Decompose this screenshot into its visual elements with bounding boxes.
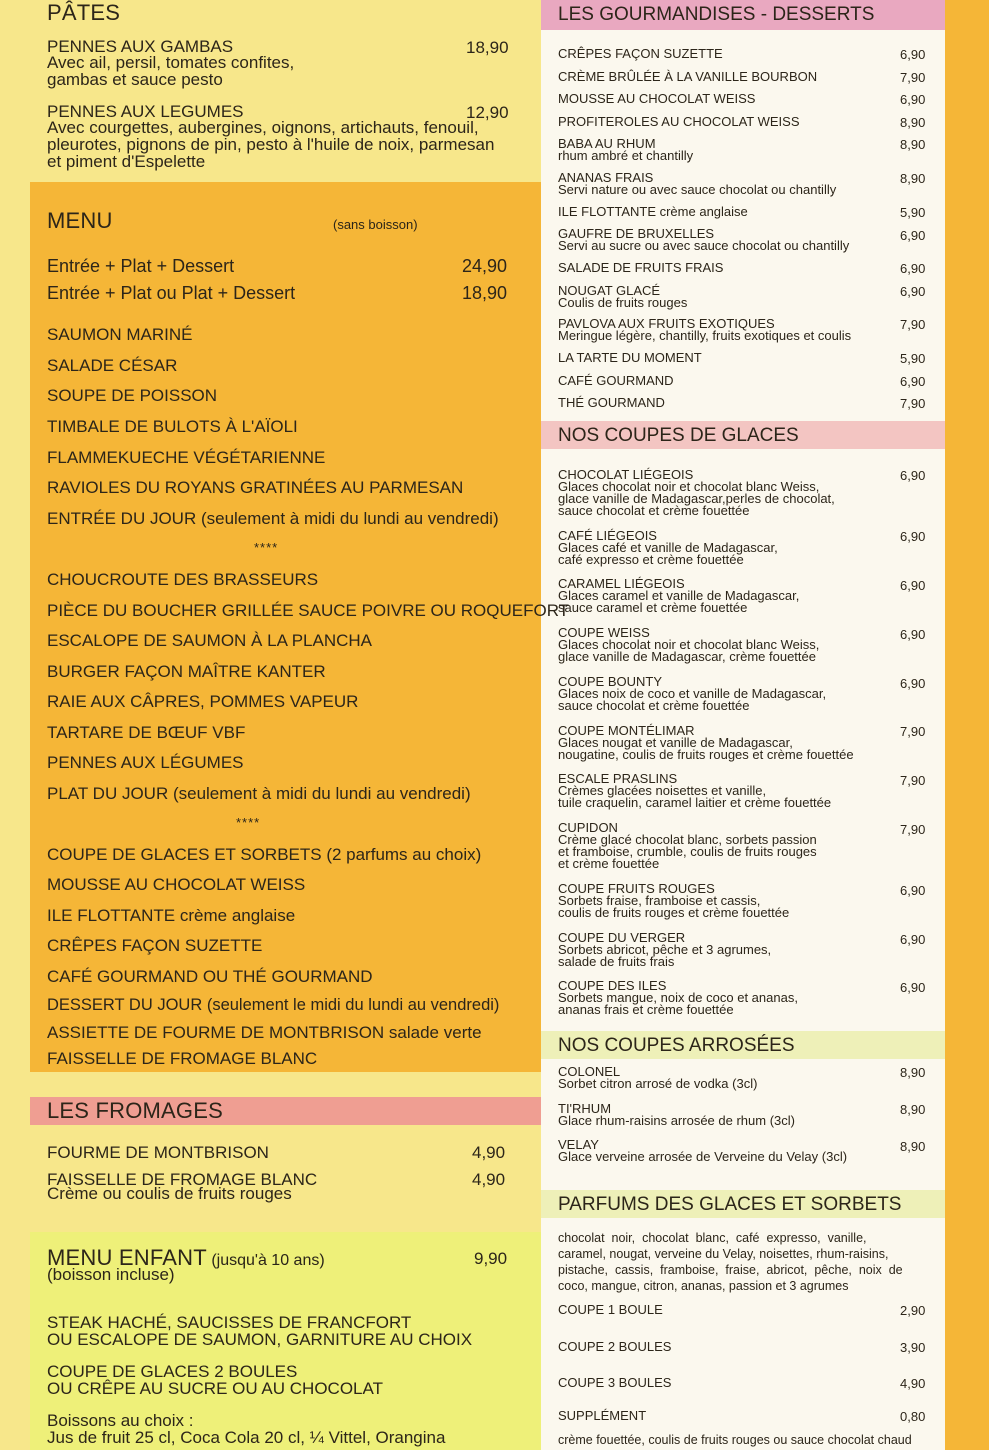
fromage-item-name: FAISSELLE DE FROMAGE BLANC [47,1170,318,1189]
fromage-item-name: FOURME DE MONTBRISON [47,1143,269,1162]
parfum-price: 2,90 [900,1303,926,1318]
coupe-desc: glace vanille de Madagascar,perles de chocolat, [558,491,835,506]
dessert-name: PROFITEROLES AU CHOCOLAT WEISS [558,114,800,129]
coupe-name: ESCALE PRASLINS [558,771,678,786]
coupe-name: COUPE BOUNTY [558,674,663,689]
menu-entree: SAUMON MARINÉ [47,325,193,344]
arrosee-desc: Glace verveine arrosée de Verveine du Velay (3cl) [558,1149,848,1164]
coupe-price: 6,90 [900,676,926,691]
enfant-sub: (boisson incluse) [47,1265,175,1284]
coupe-desc: Crème glacé chocolat blanc, sorbets passion [558,832,817,847]
dessert-price: 6,90 [900,374,926,389]
coupe-name: CUPIDON [558,820,618,835]
coupe-desc: Crèmes glacées noisettes et vanille, [558,783,767,798]
arrosee-name: VELAY [558,1137,599,1152]
menu-plat: ESCALOPE DE SAUMON À LA PLANCHA [47,631,372,650]
menu-formula-1-price: 24,90 [462,256,508,276]
dessert-name: LA TARTE DU MOMENT [558,350,702,365]
coupe-desc: ananas frais et crème fouettée [558,1002,734,1017]
dessert-price: 5,90 [900,205,926,220]
coupe-desc: Sorbets mangue, noix de coco et ananas, [558,990,798,1005]
coupe-name: CAFÉ LIÉGEOIS [558,528,657,543]
coupe-price: 6,90 [900,932,926,947]
enfant-line: OU CRÊPE AU SUCRE OU AU CHOCOLAT [47,1379,383,1398]
arrosee-desc: Sorbet citron arrosé de vodka (3cl) [558,1076,758,1091]
dessert-name: MOUSSE AU CHOCOLAT WEISS [558,91,756,106]
dessert-price: 7,90 [900,70,926,85]
dessert-price: 7,90 [900,317,926,332]
menu-dessert: MOUSSE AU CHOCOLAT WEISS [47,875,306,894]
desserts-title: LES GOURMANDISES - DESSERTS [558,4,875,25]
coupe-desc: café expresso et crème fouettée [558,552,744,567]
coupe-name: COUPE MONTÉLIMAR [558,723,695,738]
pates-item-1-desc: gambas et sauce pesto [47,70,223,89]
coupe-name: COUPE WEISS [558,625,650,640]
menu-entree: FLAMMEKUECHE VÉGÉTARIENNE [47,448,326,467]
dessert-price: 8,90 [900,171,926,186]
coupe-desc: Glaces nougat et vanille de Madagascar, [558,735,793,750]
menu-dessert: CAFÉ GOURMAND OU THÉ GOURMAND [47,967,373,986]
enfant-line: Boissons au choix : [47,1411,194,1430]
menu-formula-2: Entrée + Plat ou Plat + Dessert [47,283,296,303]
dessert-name: THÉ GOURMAND [558,395,665,410]
menu-plat: BURGER FAÇON MAÎTRE KANTER [47,662,326,681]
coupes-title: NOS COUPES DE GLACES [558,425,799,446]
pates-item-1-price: 18,90 [466,38,509,57]
menu-plat: TARTARE DE BŒUF VBF [47,723,246,742]
menu-plat: PIÈCE DU BOUCHER GRILLÉE SAUCE POIVRE OU ROQUEFORT [47,601,570,620]
coupe-name: COUPE DES ILES [558,978,667,993]
pates-item-1-name: PENNES AUX GAMBAS [47,37,234,56]
dessert-price: 7,90 [900,396,926,411]
menu-formula-1: Entrée + Plat + Dessert [47,256,235,276]
coupe-desc: nougatine, coulis de fruits rouges et crème fouettée [558,747,854,762]
menu-dessert: ASSIETTE DE FOURME DE MONTBRISON salade verte [47,1023,482,1042]
supplement-desc: crème fouettée, coulis de fruits rouges ou sauce chocolat chaud [558,1433,912,1447]
coupe-price: 6,90 [900,529,926,544]
coupe-name: COUPE DU VERGER [558,930,686,945]
menu-dessert: DESSERT DU JOUR (seulement le midi du lundi au vendredi) [47,996,500,1014]
left-pale-edge [0,182,30,1450]
parfum-price: 0,80 [900,1409,926,1424]
coupe-desc: Glaces café et vanille de Madagascar, [558,540,778,555]
menu-entree: SOUPE DE POISSON [47,386,218,405]
dessert-desc: Meringue légère, chantilly, fruits exotiques et coulis [558,328,852,343]
dessert-price: 8,90 [900,115,926,130]
menu-title: MENU [47,208,113,233]
menu-plat: RAIE AUX CÂPRES, POMMES VAPEUR [47,692,359,711]
parfum-price-name: COUPE 1 BOULE [558,1302,663,1317]
coupe-desc: coulis de fruits rouges et crème fouettée [558,905,790,920]
fromage-item-desc: Crème ou coulis de fruits rouges [47,1184,292,1203]
coupe-desc: Sorbets fraise, framboise et cassis, [558,893,761,908]
arrosee-price: 8,90 [900,1139,926,1154]
parfums-line: caramel, nougat, verveine du Velay, noisettes, rhum-raisins, [558,1247,889,1261]
coupe-desc: sauce chocolat et crème fouettée [558,503,750,518]
parfums-line: pistache, cassis, framboise, fraise, abricot, pêche, noix de [558,1263,903,1277]
coupe-name: CARAMEL LIÉGEOIS [558,576,685,591]
menu-separator: **** [254,540,279,555]
dessert-name: ILE FLOTTANTE crème anglaise [558,204,748,219]
coupe-price: 7,90 [900,773,926,788]
dessert-price: 6,90 [900,261,926,276]
dessert-name: NOUGAT GLACÉ [558,283,661,298]
enfant-title: MENU ENFANT [47,1245,207,1270]
arrosee-price: 8,90 [900,1065,926,1080]
parfum-price: 4,90 [900,1376,926,1391]
enfant-line: Jus de fruit 25 cl, Coca Cola 20 cl, ¼ Vittel, Orangina [47,1428,446,1447]
right-orange-edge [945,0,989,1450]
coupe-desc: sauce chocolat et crème fouettée [558,698,750,713]
dessert-price: 6,90 [900,228,926,243]
dessert-price: 6,90 [900,92,926,107]
pates-item-2-desc: Avec courgettes, aubergines, oignons, artichauts, fenouil, [47,118,479,137]
dessert-price: 6,90 [900,47,926,62]
pates-item-2-desc: pleurotes, pignons de pin, pesto à l'huile de noix, parmesan [47,135,495,154]
dessert-desc: Servi nature ou avec sauce chocolat ou chantilly [558,182,837,197]
fromage-item-price: 4,90 [472,1170,506,1189]
arrosee-desc: Glace rhum-raisins arrosée de rhum (3cl) [558,1113,795,1128]
parfum-price-name: SUPPLÉMENT [558,1408,647,1423]
coupe-desc: et framboise, crumble, coulis de fruits rouges [558,844,817,859]
menu-plat: PLAT DU JOUR (seulement à midi du lundi au vendredi) [47,784,471,803]
menu-dessert: ILE FLOTTANTE crème anglaise [47,906,296,925]
menu-dessert: CRÊPES FAÇON SUZETTE [47,936,263,955]
coupe-desc: Glaces noix de coco et vanille de Madagascar, [558,686,827,701]
menu-entree: SALADE CÉSAR [47,356,178,375]
arrosee-name: COLONEL [558,1064,621,1079]
dessert-name: CRÊPES FAÇON SUZETTE [558,46,723,61]
fromage-item-price: 4,90 [472,1143,506,1162]
dessert-desc: rhum ambré et chantilly [558,148,694,163]
dessert-price: 8,90 [900,137,926,152]
menu-entree: RAVIOLES DU ROYANS GRATINÉES AU PARMESAN [47,478,464,497]
coupe-price: 7,90 [900,724,926,739]
parfums-title: PARFUMS DES GLACES ET SORBETS [558,1194,902,1215]
coupe-price: 7,90 [900,822,926,837]
arrosee-price: 8,90 [900,1102,926,1117]
coupe-price: 6,90 [900,468,926,483]
menu-note: (sans boisson) [333,217,418,232]
pates-title: PÂTES [47,0,121,25]
arrosees-title: NOS COUPES ARROSÉES [558,1035,795,1056]
dessert-name: GAUFRE DE BRUXELLES [558,226,715,241]
arrosee-name: TI'RHUM [558,1101,612,1116]
menu-dessert: FAISSELLE DE FROMAGE BLANC [47,1049,318,1068]
coupe-desc: sauce caramel et crème fouettée [558,600,748,615]
enfant-price: 9,90 [474,1249,508,1268]
coupe-price: 6,90 [900,883,926,898]
enfant-line: STEAK HACHÉ, SAUCISSES DE FRANCFORT [47,1313,412,1332]
menu-plat: CHOUCROUTE DES BRASSEURS [47,570,319,589]
dessert-desc: Coulis de fruits rouges [558,295,688,310]
coupe-desc: Glaces chocolat noir et chocolat blanc Weiss, [558,637,820,652]
coupe-price: 6,90 [900,627,926,642]
pates-item-2-name: PENNES AUX LEGUMES [47,102,244,121]
parfum-price-name: COUPE 3 BOULES [558,1375,672,1390]
menu-dessert: COUPE DE GLACES ET SORBETS (2 parfums au choix) [47,845,482,864]
coupe-desc: salade de fruits frais [558,954,675,969]
enfant-line: COUPE DE GLACES 2 BOULES [47,1362,298,1381]
coupe-desc: glace vanille de Madagascar, crème fouettée [558,649,816,664]
parfum-price-name: COUPE 2 BOULES [558,1339,672,1354]
menu-entree: ENTRÉE DU JOUR (seulement à midi du lundi au vendredi) [47,509,499,528]
parfum-price: 3,90 [900,1340,926,1355]
pates-item-2-desc: et piment d'Espelette [47,152,206,171]
dessert-name: CRÈME BRÛLÉE À LA VANILLE BOURBON [558,69,818,84]
menu-formula-2-price: 18,90 [462,283,508,303]
enfant-title-note: (jusqu'à 10 ans) [211,1252,325,1269]
menu-plat: PENNES AUX LÉGUMES [47,753,244,772]
parfums-line: chocolat noir, chocolat blanc, café expresso, vanille, [558,1231,867,1245]
menu-separator: **** [236,815,261,830]
pates-item-1-desc: Avec ail, persil, tomates confites, [47,53,295,72]
dessert-price: 5,90 [900,351,926,366]
coupe-desc: et crème fouettée [558,856,660,871]
coupe-desc: Sorbets abricot, pêche et 3 agrumes, [558,942,772,957]
dessert-name: PAVLOVA AUX FRUITS EXOTIQUES [558,316,775,331]
coupe-name: COUPE FRUITS ROUGES [558,881,715,896]
coupe-price: 6,90 [900,980,926,995]
coupe-price: 6,90 [900,578,926,593]
coupe-desc: Glaces caramel et vanille de Madagascar, [558,588,800,603]
dessert-desc: Servi au sucre ou avec sauce chocolat ou chantilly [558,238,850,253]
dessert-name: CAFÉ GOURMAND [558,373,674,388]
coupe-desc: tuile craquelin, caramel laitier et crème fouettée [558,795,832,810]
dessert-name: ANANAS FRAIS [558,170,654,185]
enfant-line: OU ESCALOPE DE SAUMON, GARNITURE AU CHOIX [47,1330,473,1349]
parfums-line: coco, mangue, citron, ananas, passion et 3 agrumes [558,1279,849,1293]
coupe-name: CHOCOLAT LIÉGEOIS [558,467,694,482]
dessert-name: SALADE DE FRUITS FRAIS [558,260,724,275]
dessert-name: BABA AU RHUM [558,136,656,151]
fromages-title: LES FROMAGES [47,1098,223,1123]
menu-entree: TIMBALE DE BULOTS À L'AÏOLI [47,417,298,436]
dessert-price: 6,90 [900,284,926,299]
coupe-desc: Glaces chocolat noir et chocolat blanc Weiss, [558,479,820,494]
pates-item-2-price: 12,90 [466,103,509,122]
